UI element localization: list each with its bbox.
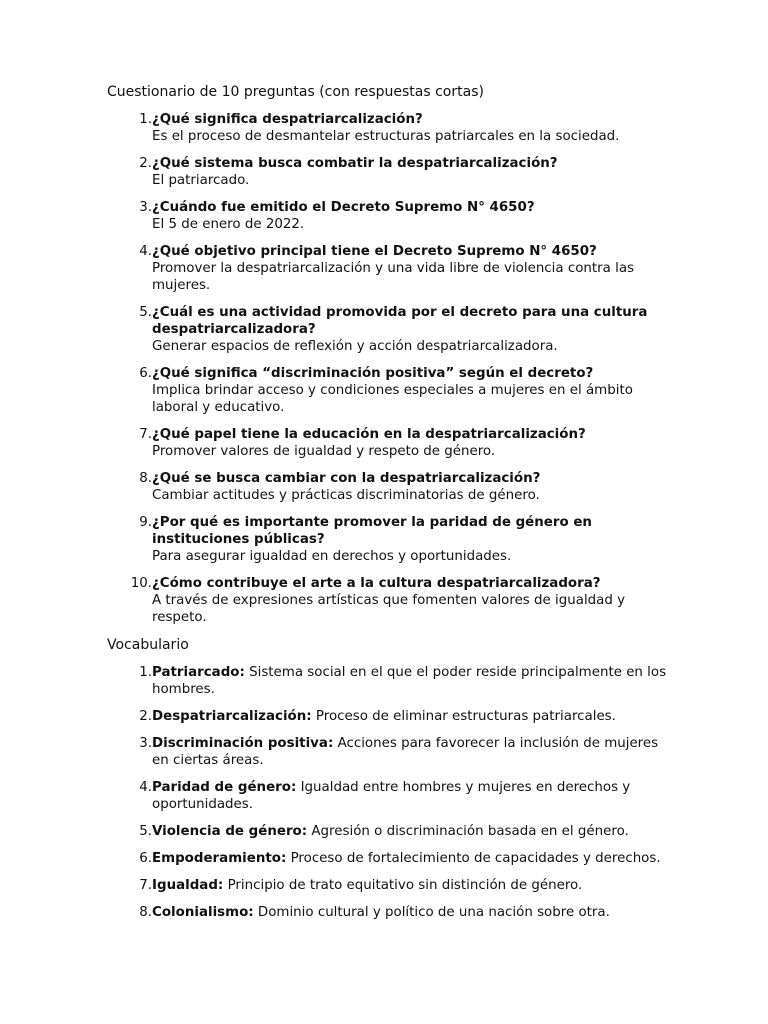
vocabulary-title: Vocabulario <box>107 637 189 653</box>
vocabulary-term: Empoderamiento: <box>152 851 287 866</box>
quiz-answer: A través de expresiones artísticas que fomenten valores de igualdad y respeto. <box>152 593 626 625</box>
item-body <box>152 664 667 698</box>
quiz-answer: Implica brindar acceso y condiciones especiales a mujeres en el ámbito laboral y educativo. <box>152 383 633 415</box>
item-body <box>152 426 667 460</box>
item-body <box>152 199 667 233</box>
quiz-question: ¿Por qué es importante promover la paridad de género en instituciones públicas? <box>152 515 592 547</box>
quiz-question: ¿Qué sistema busca combatir la despatriarcalización? <box>152 156 558 171</box>
quiz-question: ¿Qué significa despatriarcalización? <box>152 112 423 127</box>
item-number: 7. <box>139 878 152 893</box>
vocabulary-item <box>107 708 667 725</box>
item-number: 4. <box>139 244 152 259</box>
quiz-item <box>107 365 667 416</box>
item-body <box>152 111 667 145</box>
item-number: 2. <box>139 709 152 724</box>
item-number: 8. <box>139 905 152 920</box>
item-body <box>152 779 667 813</box>
item-body <box>152 575 667 626</box>
vocabulary-term: Patriarcado: <box>152 665 245 680</box>
item-number: 6. <box>139 851 152 866</box>
quiz-answer: El 5 de enero de 2022. <box>152 217 305 232</box>
quiz-answer: Es el proceso de desmantelar estructuras patriarcales en la sociedad. <box>152 129 620 144</box>
item-body <box>152 365 667 416</box>
vocabulary-item <box>107 735 667 769</box>
item-number: 4. <box>139 780 152 795</box>
vocabulary-definition: Proceso de eliminar estructuras patriarcales. <box>315 709 616 724</box>
item-body <box>152 470 667 504</box>
item-number: 8. <box>139 471 152 486</box>
document-page <box>107 83 667 931</box>
quiz-item <box>107 304 667 355</box>
vocabulary-item <box>107 850 667 867</box>
quiz-item <box>107 199 667 233</box>
vocabulary-item <box>107 877 667 894</box>
vocabulary-definition: Proceso de fortalecimiento de capacidades y derechos. <box>290 851 661 866</box>
vocabulary-list <box>107 664 667 921</box>
item-number: 9. <box>139 515 152 530</box>
quiz-answer: Promover la despatriarcalización y una vida libre de violencia contra las mujeres. <box>152 261 635 293</box>
item-body <box>152 735 667 769</box>
quiz-question: ¿Qué se busca cambiar con la despatriarcalización? <box>152 471 541 486</box>
quiz-list <box>107 111 667 626</box>
item-number: 5. <box>139 305 152 320</box>
vocabulary-item <box>107 664 667 698</box>
vocabulary-term: Igualdad: <box>152 878 224 893</box>
quiz-item <box>107 575 667 626</box>
quiz-question: ¿Cómo contribuye el arte a la cultura despatriarcalizadora? <box>152 576 601 591</box>
quiz-title: Cuestionario de 10 preguntas (con respuestas cortas) <box>107 84 484 100</box>
quiz-item <box>107 426 667 460</box>
item-number: 7. <box>139 427 152 442</box>
item-body <box>152 304 667 355</box>
item-body <box>152 708 667 725</box>
vocabulary-term: Discriminación positiva: <box>152 736 334 751</box>
quiz-item <box>107 111 667 145</box>
vocabulary-term: Despatriarcalización: <box>152 709 312 724</box>
item-body <box>152 243 667 294</box>
quiz-answer: Promover valores de igualdad y respeto de género. <box>152 444 496 459</box>
item-body <box>152 904 667 921</box>
vocabulary-definition: Dominio cultural y político de una nación sobre otra. <box>257 905 610 920</box>
item-number: 1. <box>139 665 152 680</box>
quiz-answer: Cambiar actitudes y prácticas discriminatorias de género. <box>152 488 540 503</box>
quiz-question: ¿Qué papel tiene la educación en la despatriarcalización? <box>152 427 586 442</box>
vocabulary-definition: Igualdad entre hombres y mujeres en derechos y oportunidades. <box>152 780 631 812</box>
item-number: 2. <box>139 156 152 171</box>
item-number: 10. <box>130 576 152 591</box>
quiz-item <box>107 243 667 294</box>
vocabulary-term: Colonialismo: <box>152 905 254 920</box>
item-number: 6. <box>139 366 152 381</box>
item-body <box>152 514 667 565</box>
quiz-item <box>107 470 667 504</box>
quiz-question: ¿Qué significa “discriminación positiva” según el decreto? <box>152 366 594 381</box>
vocabulary-term: Violencia de género: <box>152 824 308 839</box>
item-number: 3. <box>139 200 152 215</box>
vocabulary-definition: Acciones para favorecer la inclusión de mujeres en ciertas áreas. <box>152 736 659 768</box>
quiz-item <box>107 155 667 189</box>
quiz-answer: El patriarcado. <box>152 173 250 188</box>
item-number: 5. <box>139 824 152 839</box>
vocabulary-item <box>107 779 667 813</box>
item-body <box>152 155 667 189</box>
quiz-question: ¿Cuándo fue emitido el Decreto Supremo N° 4650? <box>152 200 535 215</box>
vocabulary-definition: Agresión o discriminación basada en el género. <box>311 824 629 839</box>
vocabulary-definition: Sistema social en el que el poder reside principalmente en los hombres. <box>152 665 667 697</box>
vocabulary-item <box>107 823 667 840</box>
item-number: 1. <box>139 112 152 127</box>
vocabulary-term: Paridad de género: <box>152 780 297 795</box>
vocabulary-item <box>107 904 667 921</box>
quiz-item <box>107 514 667 565</box>
item-body <box>152 850 667 867</box>
quiz-question: ¿Cuál es una actividad promovida por el decreto para una cultura despatriarcalizadora? <box>152 305 648 337</box>
quiz-answer: Generar espacios de reflexión y acción despatriarcalizadora. <box>152 339 558 354</box>
vocabulary-definition: Principio de trato equitativo sin distinción de género. <box>227 878 583 893</box>
item-body <box>152 877 667 894</box>
item-number: 3. <box>139 736 152 751</box>
quiz-question: ¿Qué objetivo principal tiene el Decreto Supremo N° 4650? <box>152 244 597 259</box>
item-body <box>152 823 667 840</box>
quiz-answer: Para asegurar igualdad en derechos y oportunidades. <box>152 549 512 564</box>
